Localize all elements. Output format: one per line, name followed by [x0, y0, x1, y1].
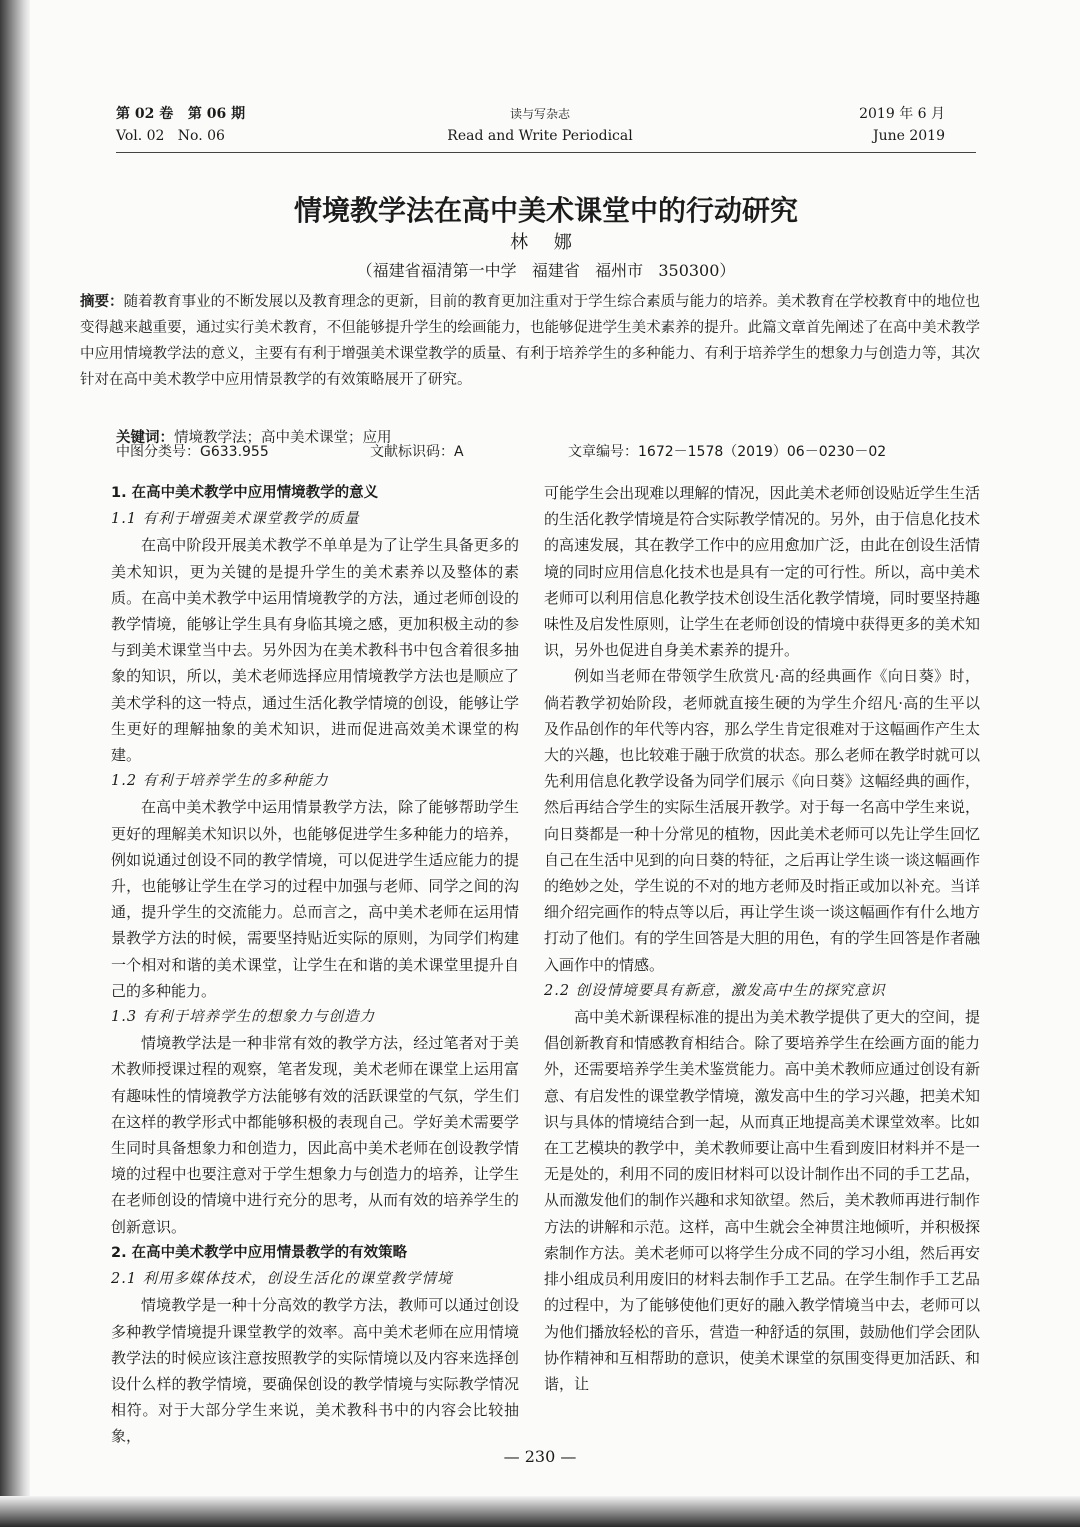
- section-heading: 1. 在高中美术教学中应用情境教学的意义: [111, 485, 379, 501]
- body-column-right: [544, 480, 980, 1397]
- subsection-heading: 1.1 有利于增强美术课堂教学的质量: [111, 511, 360, 528]
- abstract-label: 摘要：: [80, 294, 124, 310]
- body-paragraph: 情境教学是一种十分高效的教学方法，教师可以通过创设多种教学情境提升课堂教学的效率。高中美术老师在应用情境教学法的时候应该注意按照教学的实际情境以及内容来选择创设什么样的教学情境，要确保创设的教学情境与实际教学情况相符。对于大部分学生来说，美术教科书中的内容会比较抽象，: [111, 1296, 519, 1446]
- volume-issue-en: Vol. 02 No. 06: [116, 128, 225, 144]
- body-paragraph: 高中美术新课程标准的提出为美术教学提供了更大的空间，提倡创新教育和情感教育相结合。除了要培养学生在绘画方面的能力外，还需要培养学生美术鉴赏能力。高中美术教师应通过创设有新意、有启发性的课堂教学情境，激发高中生的学习兴趣，把美术知识与具体的情境结合到一起，从而真正地提高美术课堂效率。比如在工艺模块的教学中，美术教师要让高中生看到废旧材料并不是一无是处的，利用不同的废旧材料可以设计制作出不同的手工艺品，从而激发他们的制作兴趣和求知欲望。然后，美术教师再进行制作方法的讲解和示范。这样，高中生就会全神贯注地倾听，并积极探索制作方法。美术老师可以将学生分成不同的学习小组，然后再安排小组成员利用废旧的材料去制作手工艺品。在学生制作手工艺品的过程中，为了能够使他们更好的融入教学情境当中去，老师可以为他们播放轻松的音乐，营造一种舒适的氛围，鼓励他们学会团队协作精神和互相帮助的意识，使美术课堂的氛围变得更加活跃、和谐，让: [544, 1008, 980, 1393]
- journal-date: [845, 103, 945, 147]
- date-en: June 2019: [872, 128, 945, 144]
- abstract-text: 随着教育事业的不断发展以及教育理念的更新，目前的教育更加注重对于学生综合素质与能力的培养。美术教育在学校教育中的地位也变得越来越重要，通过实行美术教育，不但能够提升学生的绘画能力，也能够促进学生美术素养的提升。此篇文章首先阐述了在高中美术教学中应用情境教学法的意义，主要有有利于增强美术课堂教学的质量、有利于培养学生的多种能力、有利于培养学生的想象力与创造力等，其次针对在高中美术教学中应用情景教学的有效策略展开了研究。: [80, 294, 981, 388]
- keywords-label: 关键词：: [116, 430, 174, 446]
- volume-issue-cn: 第 02 卷 第 06 期: [116, 106, 246, 122]
- scan-binding-shadow: [0, 0, 30, 1527]
- journal-name-en: Read and Write Periodical: [447, 128, 633, 144]
- clc-number: 中图分类号：G633.955: [116, 444, 269, 460]
- article-author: 林 娜: [510, 232, 582, 253]
- article-number: 文章编号：1672－1578（2019）06－0230－02: [568, 444, 887, 460]
- body-paragraph: 在高中美术教学中运用情景教学方法，除了能够帮助学生更好的理解美术知识以外，也能够促进学生多种能力的培养，例如说通过创设不同的教学情境，可以促进学生适应能力的提升，也能够让学生在学习的过程中加强与老师、同学之间的沟通，提升学生的交流能力。总而言之，高中美术老师在运用情景教学方法的时候，需要坚持贴近实际的原则，为同学们构建一个相对和谐的美术课堂，让学生在和谐的美术课堂里提升自己的多种能力。: [111, 798, 519, 1000]
- subsection-heading: 2.1 利用多媒体技术，创设生活化的课堂教学情境: [111, 1271, 453, 1288]
- body-paragraph: 例如当老师在带领学生欣赏凡·高的经典画作《向日葵》时，倘若教学初始阶段，老师就直接生硬的为学生介绍凡·高的生平以及作品创作的年代等内容，那么学生肯定很难对于这幅画作产生太大的兴趣，也比较难于融于欣赏的状态。那么老师在教学时就可以先利用信息化教学设备为同学们展示《向日葵》这幅经典的画作，然后再结合学生的实际生活展开教学。对于每一名高中学生来说，向日葵都是一种十分常见的植物，因此美术老师可以先让学生回忆自己在生活中见到的向日葵的特征，之后再让学生谈一谈这幅画作的绝妙之处，学生说的不对的地方老师及时指正或加以补充。当详细介绍完画作的特点等以后，再让学生谈一谈这幅画作有什么地方打动了他们。有的学生回答是大胆的用色，有的学生回答是作者融入画作中的情感。: [544, 667, 980, 974]
- abstract: [80, 289, 980, 393]
- subsection-heading: 1.3 有利于培养学生的想象力与创造力: [111, 1009, 376, 1026]
- subsection-heading: 2.2 创设情境要具有新意，激发高中生的探究意识: [544, 982, 886, 999]
- article-title: 情境教学法在高中美术课堂中的行动研究: [293, 194, 798, 227]
- journal-volume-issue: [116, 103, 245, 147]
- body-paragraph: 情境教学法是一种非常有效的教学方法，经过笔者对于美术教师授课过程的观察，笔者发现，美术老师在课堂上运用富有趣味性的情境教学方法能够有效的活跃课堂的气氛，学生们在这样的教学形式中都能够积极的表现自己。学好美术需要学生同时具备想象力和创造力，因此高中美术老师在创设教学情境的过程中也要注意对于学生想象力与创造力的培养，让学生在老师创设的情境中进行充分的思考，从而有效的培养学生的创新意识。: [111, 1034, 519, 1236]
- subsection-heading: 1.2 有利于培养学生的多种能力: [111, 773, 329, 790]
- journal-name: [440, 103, 640, 147]
- header-rule: [116, 152, 976, 153]
- date-cn: 2019 年 6 月: [859, 106, 945, 122]
- document-code: 文献标识码：A: [370, 444, 464, 460]
- body-paragraph: 可能学生会出现难以理解的情况，因此美术老师创设贴近学生生活的生活化教学情境是符合实际教学情况的。另外，由于信息化技术的高速发展，其在教学工作中的应用愈加广泛，由此在创设生活情境的同时应用信息化技术也是具有一定的可行性。所以，高中美术老师可以利用信息化教学技术创设生活化教学情境，同时要坚持趣味性及启发性原则，让学生在老师创设的情境中获得更多的美术知识，另外也促进自身美术素养的提升。: [544, 484, 980, 660]
- section-heading: 2. 在高中美术教学中应用情景教学的有效策略: [111, 1244, 408, 1261]
- body-column-left: [111, 480, 519, 1450]
- keywords-text: 情境教学法；高中美术课堂；应用: [174, 430, 392, 446]
- scan-bottom-shadow: [0, 1496, 1080, 1527]
- author-affiliation: （福建省福清第一中学 福建省 福州市 350300）: [356, 261, 736, 280]
- body-paragraph: 在高中阶段开展美术教学不单单是为了让学生具备更多的美术知识，更为关键的是提升学生的美术素养以及整体的素质。在高中美术教学中运用情境教学的方法，通过老师创设的教学情境，能够让学生具有身临其境之感，更加积极主动的参与到美术课堂当中去。另外因为在美术教科书中包含着很多抽象的知识，所以，美术老师选择应用情境教学方法也是顺应了美术学科的这一特点，通过生活化教学情境的创设，能够让学生更好的理解抽象的美术知识，进而促进高效美术课堂的构建。: [111, 536, 519, 765]
- page-number: — 230 —: [503, 1447, 577, 1466]
- journal-name-cn: 读与写杂志: [509, 107, 570, 121]
